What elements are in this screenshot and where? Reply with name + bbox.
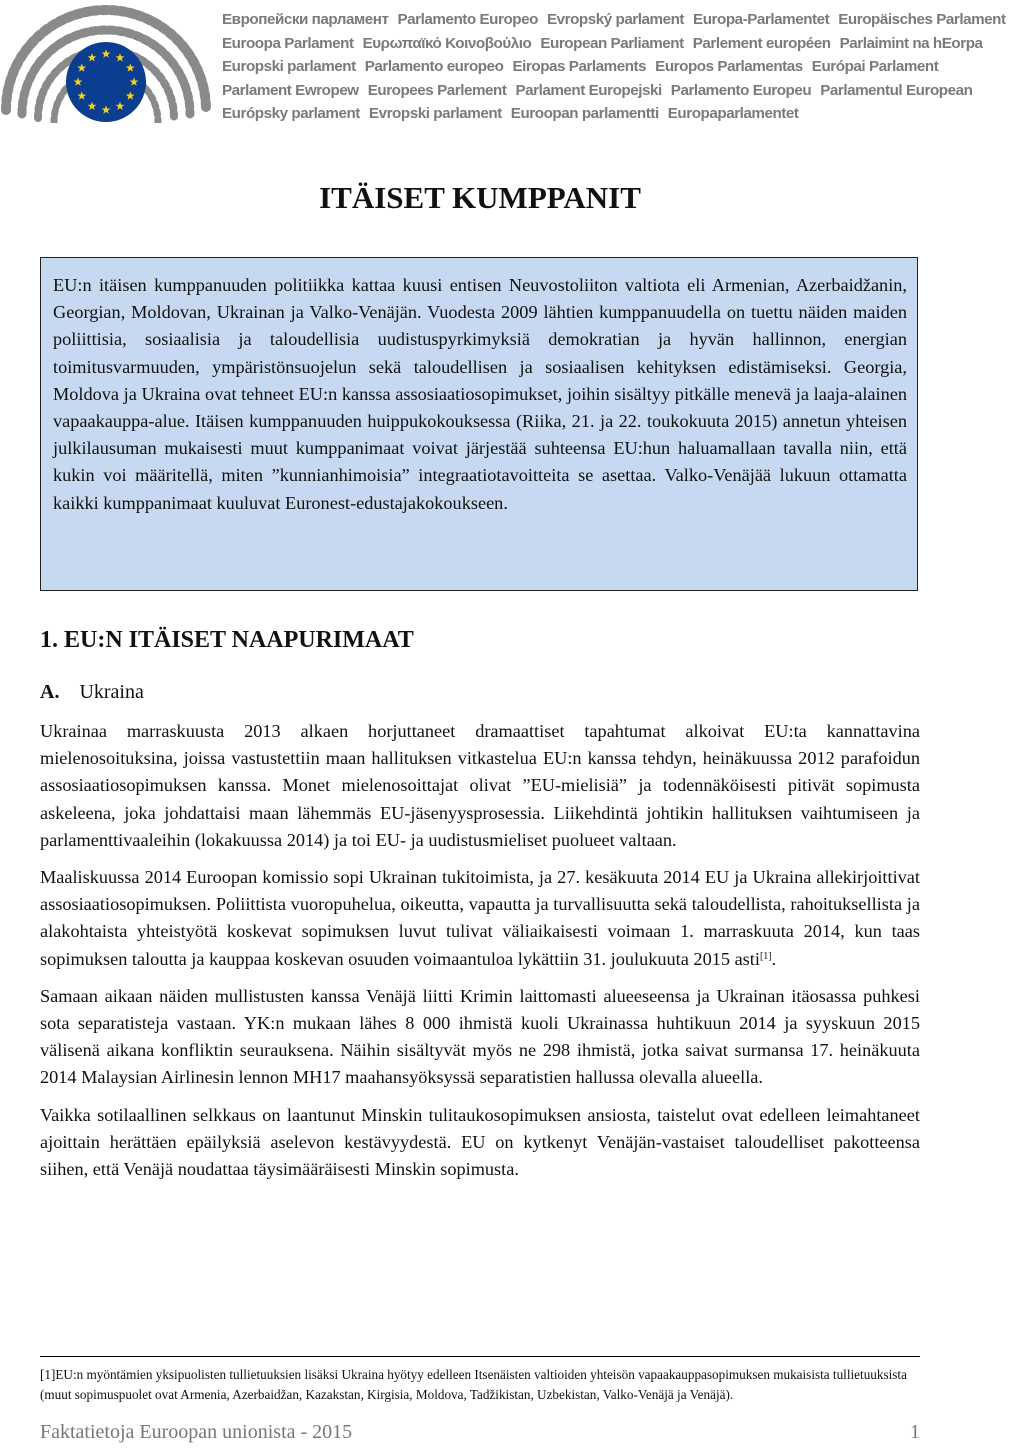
parliament-name: Euroopan parlamentti <box>510 105 659 123</box>
footnote: [1]EU:n myöntämien yksipuolisten tullietuuksien lisäksi Ukraina hyötyy edelleen Itsenäisten valtioiden yhteisön vapaakauppasopimuksen mukaisista tullietuuksista (muut sopimuspuolet ovat Armenia, Azerbaidžan, Kazakstan, Kirgisia, Moldova, Tadžikistan, Uzbekistan, Valko-Venäjä ja Venäjä). <box>40 1367 907 1402</box>
page-footer <box>40 1421 920 1444</box>
body-text <box>40 718 920 1193</box>
paragraph: Vaikka sotilaallinen selkkaus on laantunut Minskin tulitaukosopimuksen ansiosta, taistelut ovat edelleen leimahtaneet ajoittain herättäen epäilyksiä aselevon kestävyydestä. EU on kytkenyt Venäjän-vastaiset taloudelliset pakotteensa siihen, että Venäjä noudattaa täysimääräisesti Minskin sopimusta. <box>40 1104 920 1180</box>
parliament-name: Europees Parlement <box>367 81 507 99</box>
page-header <box>0 0 1006 135</box>
footnote-divider <box>40 1356 920 1357</box>
parliament-name: Euroopa Parlament <box>222 34 354 52</box>
parliament-name: Parlaimint na hEorpa <box>839 34 983 52</box>
subsection-title: Ukraina <box>79 681 144 703</box>
parliament-name: Parlamento Europeu <box>670 81 812 99</box>
page-number: 1 <box>910 1421 920 1443</box>
parliament-name: Europski parlament <box>222 58 356 76</box>
paragraph: Samaan aikaan näiden mullistusten kanssa Venäjä liitti Krimin laittomasti alueeseensa ja Ukrainan itäosassa puhkesi sota separatisteja vastaan. YK:n mukaan lähes 8 000 ihmistä kuoli Ukrainassa huhtikuun 2014 ja syyskuun 2015 välisenä aikana konfliktin seurauksena. Näihin sisältyvät myös ne 298 ihmistä, jotka saivat surmansa 17. heinäkuuta 2014 Malaysian Airlinesin lennon MH17 maahansyöksyssä separatistien hallussa olevalla alueella. <box>40 985 920 1088</box>
footer-text: Faktatietoja Euroopan unionista - 2015 <box>40 1421 353 1443</box>
summary-box: EU:n itäisen kumppanuuden politiikka kattaa kuusi entisen Neuvostoliiton valtiota eli Armenian, Azerbaidžanin, Georgian, Moldovan, Ukrainan ja Valko-Venäjän. Vuodesta 2009 lähtien kumppanuudella on tuettu näiden maiden poliittisia, sosiaalisia ja taloudellisia uudistuspyrkimyksiä demokratian ja hyvän hallinnon, energian toimitusvarmuuden, ympäristönsuojelun sekä taloudellisen ja sosiaalisen kehityksen edistämiseksi. Georgia, Moldova ja Ukraina ovat tehneet EU:n kanssa assosiaatiosopimukset, joihin sisältyy pitkälle menevä ja laaja-alainen vapaakauppa-alue. Itäisen kumppanuuden huippukokouksessa (Riika, 21. ja 22. toukokuuta 2015) annetun yhteisen julkilausuman mukaisesti muut kumppanimaat voivat järjestää suhteensa EU:hun haluamallaan tavalla niin, että kukin voi määritellä, miten ”kunnianhimoisia” integraatiotavoitteita se asettaa. Valko-Venäjää lukuun ottamatta kaikki kumppanimaat kuuluvat Euronest-edustajakokoukseen. <box>40 257 918 591</box>
parliament-name: Europos Parlamentas <box>655 58 803 76</box>
parliament-name: Eiropas Parlaments <box>512 58 647 76</box>
parliament-name: Parlament Ewropew <box>222 81 359 99</box>
parliament-name: Europa-Parlamentet <box>693 11 830 28</box>
parliament-name: Parlement européen <box>692 34 831 52</box>
parliament-name: Parlamentul European <box>820 81 973 99</box>
parliament-name: Europäisches Parlament <box>838 11 1006 28</box>
parliament-names-line <box>222 8 1006 32</box>
parliament-names-multilingual <box>222 8 1006 126</box>
parliament-name: Európsky parlament <box>222 105 360 123</box>
subsection-letter: A. <box>40 681 60 703</box>
parliament-names-line <box>222 79 973 103</box>
parliament-names-line <box>222 102 957 126</box>
parliament-name: Европейски парламент <box>222 11 389 28</box>
parliament-name: Parlamento europeo <box>364 58 504 76</box>
section-heading: 1. EU:N ITÄISET NAAPURIMAAT <box>40 627 414 653</box>
paragraph-text: Maaliskuussa 2014 Euroopan komissio sopi Ukrainan tukitoimista, ja 27. kesäkuuta 2014 EU ja Ukraina allekirjoittivat assosiaatiosopimuksen. Poliittista vuoropuhelua, oikeutta, vapautta ja turvallisuutta sekä taloudellista, rahoituksellista ja alakohtaista yhteistyötä koskevat sopimuksen luvut tulivat väliaikaisesti voimaan 1. marraskuuta 2014, kun taas sopimuksen taloutta ja kauppaa koskevan osuuden voimaantuloa lykättiin 31. joulukuuta 2015 asti <box>40 867 920 969</box>
paragraph: Ukrainaa marraskuusta 2013 alkaen horjuttaneet dramaattiset tapahtumat alkoivat EU:ta kannattavina mielenosoituksina, joissa vastustettiin maan hallituksen vitkastelua EU:n kanssa tehdyn, heinäkuussa 2012 parafoidun assosiaatiosopimuksen kanssa. Monet mielenosoittajat olivat ”EU-mielisiä” ja todennäköisesti pitivät sopimusta askeleena, joka johdattaisi maan lähemmäs EU-jäsenyysprosessia. Liikehdintä johtikin hallituksen vaihtumiseen ja parlamenttivaaleihin (lokakuussa 2014) ja toi EU- ja uudistusmieliset puolueet valtaan. <box>40 721 920 850</box>
page-title: ITÄISET KUMPPANIT <box>319 180 641 215</box>
parliament-name: Ευρωπαϊκό Κοινοβούλιο <box>362 34 532 52</box>
parliament-name: Evropský parlament <box>546 11 685 28</box>
paragraph-end: . <box>771 948 777 969</box>
footnote-reference-link[interactable]: [1] <box>759 950 772 962</box>
parliament-name: Europaparlamentet <box>667 105 799 123</box>
subsection-heading <box>40 681 144 704</box>
parliament-names-line <box>222 32 983 56</box>
paragraph <box>40 864 920 973</box>
european-parliament-logo <box>0 2 212 130</box>
parliament-name: Európai Parlament <box>811 58 939 76</box>
parliament-name: Parlamento Europeo <box>397 11 538 28</box>
parliament-name: European Parliament <box>540 34 684 52</box>
parliament-names-line <box>222 55 957 79</box>
parliament-name: Evropski parlament <box>368 105 502 123</box>
parliament-name: Parlament Europejski <box>515 81 662 99</box>
